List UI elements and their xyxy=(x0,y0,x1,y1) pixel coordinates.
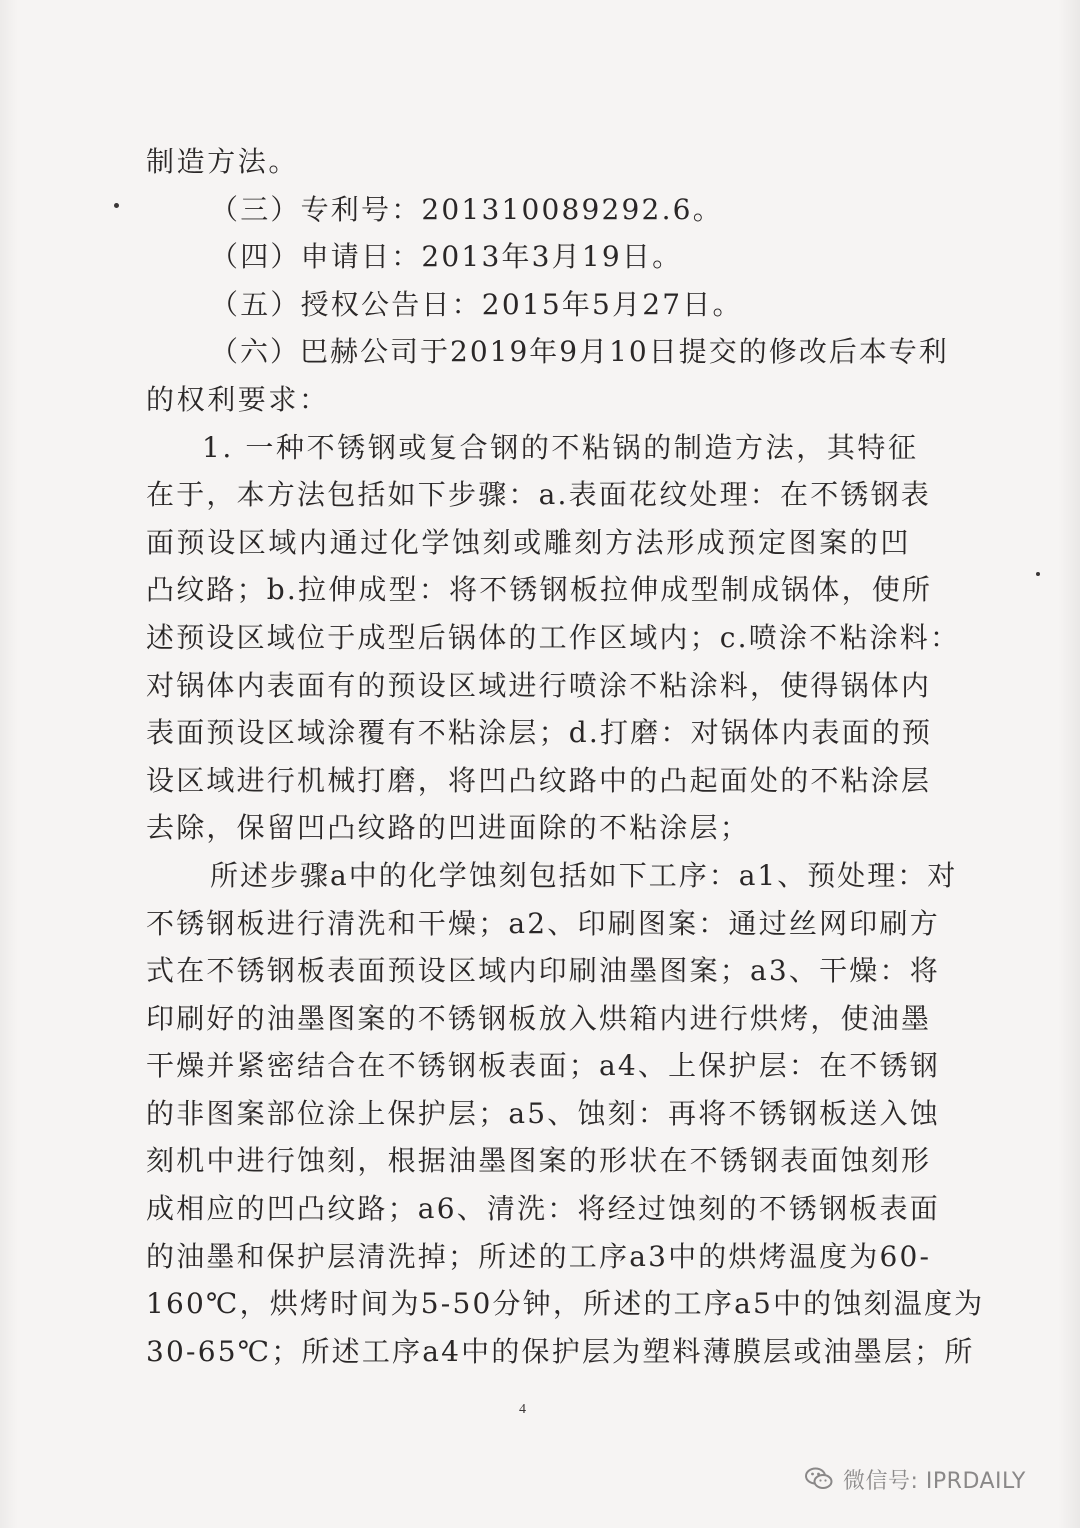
text-line: 不锈钢板进行清洗和干燥；a2、印刷图案：通过丝网印刷方 xyxy=(146,906,940,940)
text-line: 去除，保留凹凸纹路的凹进面除的不粘涂层； xyxy=(146,811,751,845)
text-line: 的油墨和保护层清洗掉；所述的工序a3中的烘烤温度为60- xyxy=(146,1239,932,1273)
text-line: 对锅体内表面有的预设区域进行喷涂不粘涂料，使得锅体内 xyxy=(146,668,932,702)
text-line: 式在不锈钢板表面预设区域内印刷油墨图案；a3、干燥：将 xyxy=(146,954,940,988)
text-line: 的非图案部位涂上保护层；a5、蚀刻：再将不锈钢板送入蚀 xyxy=(146,1096,940,1130)
text-line: 刻机中进行蚀刻，根据油墨图案的形状在不锈钢表面蚀刻形 xyxy=(146,1144,932,1178)
document-body xyxy=(146,138,985,1375)
text-line: 160℃，烘烤时间为5-50分钟，所述的工序a5中的蚀刻温度为 xyxy=(146,1287,985,1321)
text-line: 1. 一种不锈钢或复合钢的不粘锅的制造方法，其特征 xyxy=(202,430,919,464)
scan-speck xyxy=(114,203,119,208)
text-line: 干燥并紧密结合在不锈钢板表面；a4、上保护层：在不锈钢 xyxy=(146,1049,940,1083)
text-line: 设区域进行机械打磨，将凹凸纹路中的凸起面处的不粘涂层 xyxy=(146,763,932,797)
page-number: 4 xyxy=(519,1402,526,1417)
wechat-icon xyxy=(805,1467,833,1491)
text-line: 所述步骤a中的化学蚀刻包括如下工序：a1、预处理：对 xyxy=(210,858,958,892)
text-line: 制造方法。 xyxy=(146,145,300,178)
text-line: 凸纹路；b.拉伸成型：将不锈钢板拉伸成型制成锅体，使所 xyxy=(146,573,933,607)
scan-speck xyxy=(1036,572,1040,576)
text-line: 面预设区域内通过化学蚀刻或雕刻方法形成预定图案的凹 xyxy=(146,525,912,559)
text-line: 在于，本方法包括如下步骤：a.表面花纹处理：在不锈钢表 xyxy=(146,478,931,512)
text-line: （四）申请日：2013年3月19日。 xyxy=(210,240,683,274)
text-line: 成相应的凹凸纹路；a6、清洗：将经过蚀刻的不锈钢板表面 xyxy=(146,1192,940,1226)
text-line: （三）专利号：201310089292.6。 xyxy=(210,192,723,226)
text-line: 表面预设区域涂覆有不粘涂层；d.打磨：对锅体内表面的预 xyxy=(146,716,933,750)
text-line: 述预设区域位于成型后锅体的工作区域内；c.喷涂不粘涂料： xyxy=(146,620,961,654)
watermark xyxy=(805,1464,1026,1494)
text-line: 的权利要求： xyxy=(146,382,330,416)
text-line: 印刷好的油墨图案的不锈钢板放入烘箱内进行烘烤，使油墨 xyxy=(146,1001,932,1035)
watermark-text: 微信号: IPRDAILY xyxy=(843,1468,1026,1494)
text-line: （五）授权公告日：2015年5月27日。 xyxy=(210,287,743,321)
text-line: 30-65℃；所述工序a4中的保护层为塑料薄膜层或油墨层；所 xyxy=(146,1334,975,1368)
text-line: （六）巴赫公司于2019年9月10日提交的修改后本专利 xyxy=(210,335,949,369)
